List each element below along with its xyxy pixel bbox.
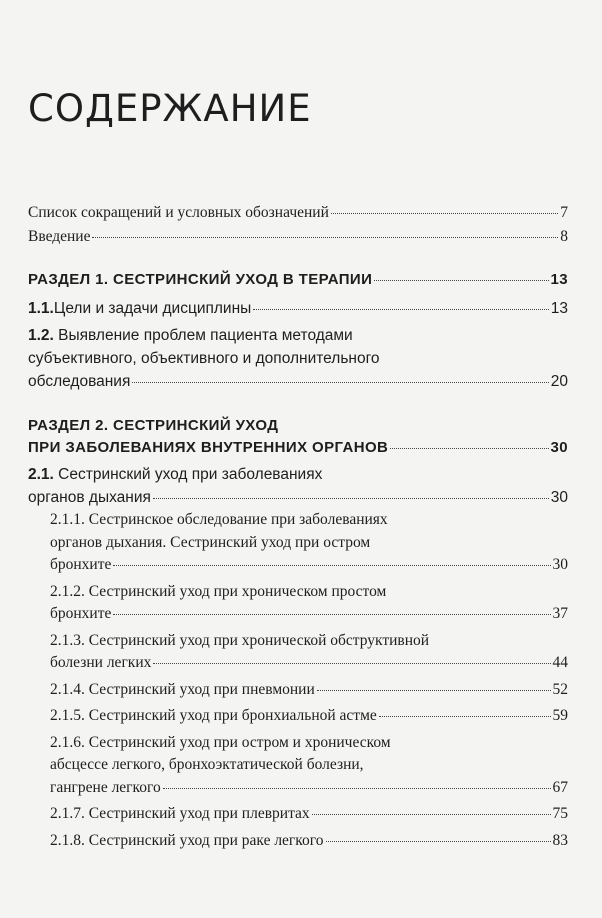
toc-entry-section1: [28, 269, 568, 291]
toc-entry-text: органов дыхания. Сестринский уход при остром: [50, 533, 371, 551]
toc-entry-text: болезни легких: [50, 654, 152, 671]
toc-page-number: 37: [552, 605, 568, 622]
toc-page-number: 30: [552, 556, 568, 573]
toc-entry-text: 2.1.5. Сестринский уход при бронхиальной астме: [50, 707, 377, 724]
toc-entry-ch2-1-8: [28, 830, 568, 853]
toc-entry-text: Список сокращений и условных обозначений: [28, 204, 329, 221]
dot-leader: [92, 237, 558, 238]
dot-leader: [113, 565, 550, 566]
toc-entry-text: 2.1.1. Сестринское обследование при заболеваниях: [50, 511, 388, 528]
dot-leader: [153, 663, 550, 664]
toc-entry-text: ПРИ ЗАБОЛЕВАНИЯХ ВНУТРЕННИХ ОРГАНОВ: [28, 439, 389, 456]
toc-entry-ch2-1-3: [28, 630, 568, 675]
toc-page-number: 8: [560, 228, 568, 245]
toc-entry-text: абсцессе легкого, бронхоэктатической болезни,: [50, 756, 364, 773]
dot-leader: [317, 690, 551, 691]
toc-page-number: 67: [552, 778, 568, 796]
toc-entry-text: РАЗДЕЛ 1. СЕСТРИНСКИЙ УХОД В ТЕРАПИИ: [28, 271, 373, 288]
dot-leader: [163, 788, 551, 789]
toc-entry-text: Сестринский уход при заболеваниях: [58, 466, 323, 483]
toc-page-number: 44: [552, 654, 568, 671]
toc-page-number: 83: [552, 831, 568, 849]
toc-entry-text: органов дыхания: [28, 489, 151, 506]
toc-entry-text: субъективного, объективного и дополнительного: [28, 350, 380, 367]
toc-entry-abbrev: [28, 201, 568, 225]
toc-entry-text: бронхите: [50, 556, 112, 573]
toc-page-number: 52: [552, 680, 568, 698]
dot-leader: [379, 716, 551, 717]
toc-entry-text: 2.1.6. Сестринский уход при остром и хроническом: [50, 733, 391, 751]
toc-entry-ch1-2: [28, 324, 568, 393]
dot-leader: [132, 382, 548, 383]
toc-entry-text: 2.1.3. Сестринский уход при хронической обструктивной: [50, 631, 430, 649]
toc-entry-number: 1.2.: [28, 327, 54, 344]
toc-entry-ch2-1-4: [28, 679, 568, 702]
dot-leader: [312, 814, 551, 815]
toc-entry-number: 1.1.: [28, 300, 54, 317]
toc-entry-text: Выявление проблем пациента методами: [58, 327, 353, 344]
toc-page-number: 7: [560, 204, 568, 221]
toc-page-number: 13: [550, 300, 568, 317]
toc-page-number: 75: [552, 805, 568, 822]
toc-page-number: 20: [550, 373, 568, 390]
dot-leader: [390, 448, 548, 449]
toc-entry-text: Введение: [28, 228, 91, 245]
toc-entry-ch1-1: [28, 297, 568, 320]
dot-leader: [331, 213, 558, 214]
toc-entry-number: 2.1.: [28, 466, 54, 483]
toc-entry-text: Цели и задачи дисциплины: [53, 300, 252, 317]
toc-page-number: 13: [550, 271, 568, 288]
toc-entry-ch2-1-7: [28, 803, 568, 826]
toc-entry-text: 2.1.8. Сестринский уход при раке легкого: [50, 831, 324, 849]
dot-leader: [253, 309, 548, 310]
toc-entry-text: 2.1.4. Сестринский уход при пневмонии: [50, 680, 315, 698]
toc-page-number: 30: [550, 489, 568, 506]
page-title: СОДЕРЖАНИЕ: [28, 87, 312, 130]
table-of-contents: [28, 201, 568, 852]
toc-entry-text: 2.1.2. Сестринский уход при хроническом простом: [50, 582, 387, 600]
toc-entry-text: РАЗДЕЛ 2. СЕСТРИНСКИЙ УХОД: [28, 417, 279, 434]
toc-entry-ch2-1-1: [28, 509, 568, 577]
toc-entry-ch2-1: [28, 463, 568, 509]
dot-leader: [153, 498, 549, 499]
toc-entry-text: 2.1.7. Сестринский уход при плевритах: [50, 805, 310, 822]
toc-entry-intro: [28, 225, 568, 249]
toc-entry-text: бронхите: [50, 605, 112, 622]
toc-entry-ch2-1-6: [28, 732, 568, 800]
toc-entry-ch2-1-2: [28, 581, 568, 626]
toc-page-number: 59: [552, 707, 568, 724]
dot-leader: [374, 280, 548, 281]
dot-leader: [113, 614, 550, 615]
dot-leader: [326, 841, 551, 842]
toc-entry-text: гангрене легкого: [50, 778, 161, 796]
toc-entry-section2: [28, 415, 568, 459]
toc-page-number: 30: [550, 439, 568, 456]
toc-entry-ch2-1-5: [28, 705, 568, 728]
toc-entry-text: обследования: [28, 373, 131, 390]
